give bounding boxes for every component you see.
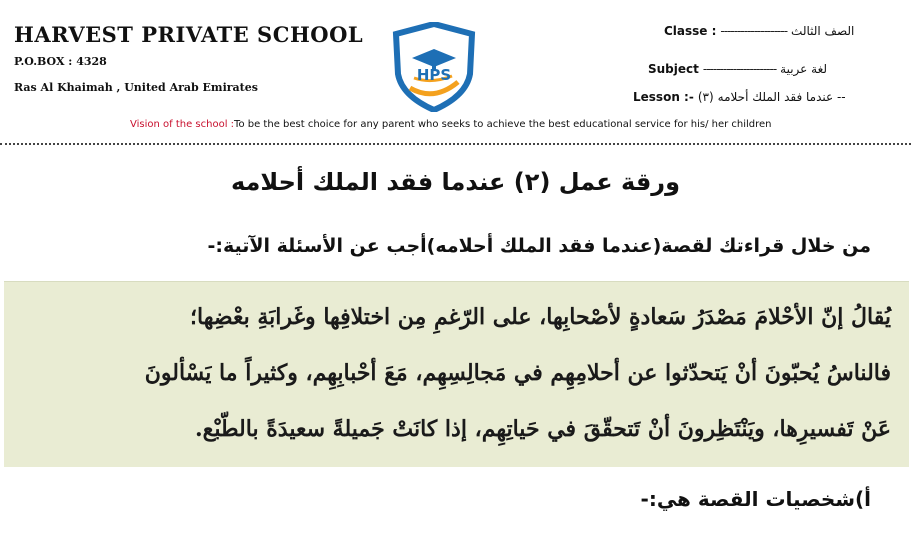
worksheet-instruction: من خلال قراءتك لقصة(عندما فقد الملك أحلامه)أجب عن الأسئلة الآتية:-: [207, 235, 871, 257]
vision-label: Vision of the school :: [130, 119, 235, 130]
lesson-label: Lesson :-: [633, 90, 694, 104]
school-name: HARVEST PRIVATE SCHOOL: [14, 22, 364, 47]
class-field: [664, 24, 883, 38]
worksheet-title: ورقة عمل (٢) عندما فقد الملك أحلامه: [230, 168, 681, 196]
class-value: الصف الثالث: [791, 24, 855, 38]
question-a: أ)شخصيات القصة هي:-: [640, 487, 871, 511]
class-label: Classe :: [664, 24, 717, 38]
subject-field: [648, 62, 883, 76]
passage-line: فالناسُ يُحبّونَ أنْ يَتحدّثوا عن أحلامِهِم في مَجالِسِهِم، مَعَ أحْبابِهِم، وكثيراً ما يَسْألونَ: [144, 360, 891, 386]
header-divider: [0, 143, 911, 145]
passage-line: يُقالُ إنّ الأحْلامَ مَصْدَرُ سَعادةٍ لأصْحابِها، على الرّغمِ مِن اختلافِها وغَرابَةِ بعْضِها؛: [190, 304, 891, 330]
reading-passage: [4, 281, 909, 467]
lesson-value: -- عندما فقد الملك أحلامه: [717, 90, 846, 104]
subject-dashes: ----------------------: [702, 62, 777, 76]
school-logo-icon: [390, 22, 478, 112]
po-box: P.O.BOX : 4328: [14, 55, 107, 68]
passage-line: عَنْ تَفسيرِها، ويَنْتَظِرونَ أنْ تَتحقّقَ في حَياتِهِم، إذا كانَتْ جَميلةً سعيدَةً بالطّبْع.: [195, 416, 891, 442]
class-dashes: --------------------: [720, 24, 788, 38]
school-address: Ras Al Khaimah , United Arab Emirates: [14, 81, 258, 94]
subject-label: Subject: [648, 62, 699, 76]
vision-text: To be the best choice for any parent who seeks to achieve the best educational service for his/ her children: [234, 119, 772, 130]
lesson-field: [633, 90, 883, 104]
subject-value: لغة عربية: [780, 62, 828, 76]
lesson-number: (٣): [697, 90, 714, 104]
document-header: [0, 0, 911, 140]
logo-text: HPS: [416, 66, 452, 84]
vision-statement: [130, 119, 772, 130]
